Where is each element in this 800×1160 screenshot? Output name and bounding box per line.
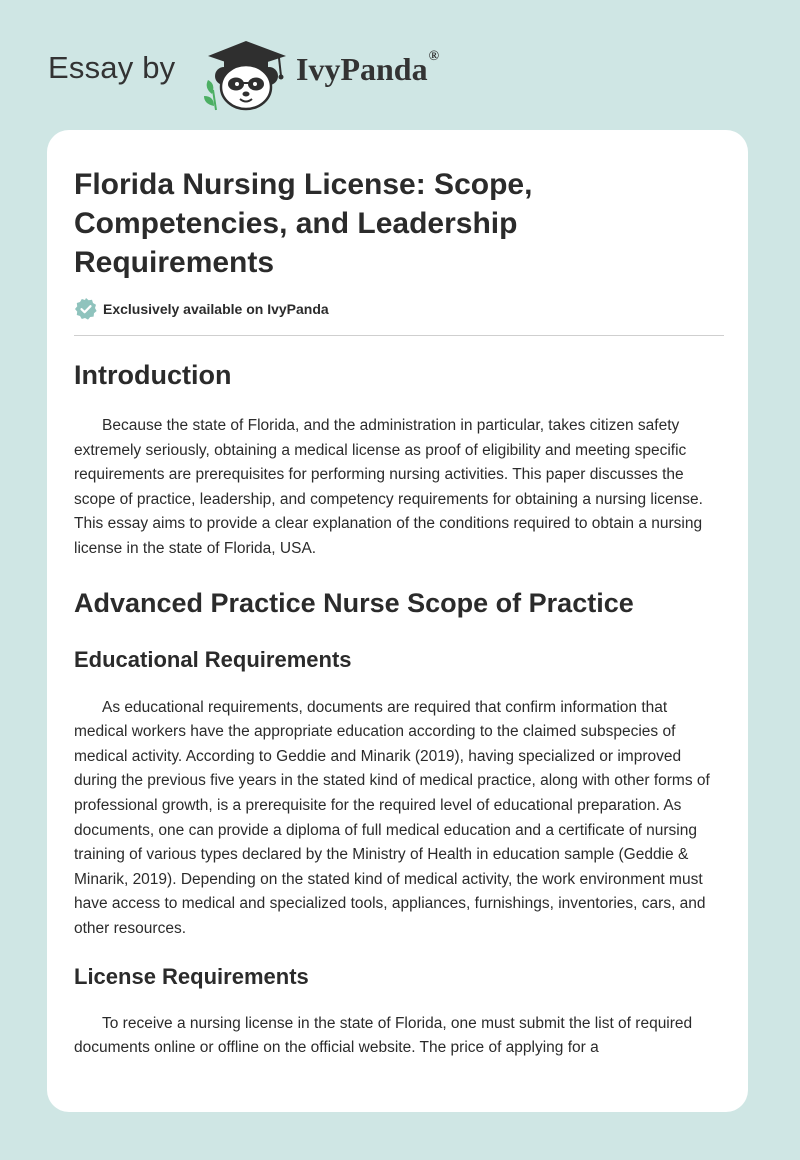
paragraph-introduction: Because the state of Florida, and the administration in particular, takes citizen safety extremely seriously, obtaining a medical license as proof of eligibility and meeting specific requirements are prerequisites for performing nursing activities. This paper discusses the scope of practice, leadership, and competency requirements for obtaining a nursing license. This essay aims to provide a clear explanation of the conditions required to obtain a nursing license in the state of Florida, USA.	[74, 417, 703, 557]
title-divider	[74, 335, 724, 336]
heading-scope-of-practice: Advanced Practice Nurse Scope of Practice	[74, 587, 634, 618]
essay-by-label: Essay by	[48, 50, 176, 85]
page-title: Florida Nursing License: Scope, Competencies, and Leadership Requirements	[74, 168, 533, 279]
brand-logo-text[interactable]: IvyPanda®	[296, 49, 440, 87]
essay-card	[47, 130, 748, 1112]
heading-license-requirements: License Requirements	[74, 963, 309, 989]
heading-educational-requirements: Educational Requirements	[74, 646, 352, 672]
essay-content	[74, 165, 724, 1061]
exclusive-badge-label: Exclusively available on IvyPanda	[103, 301, 329, 317]
paragraph-license-requirements: To receive a nursing license in the state of Florida, one must submit the list of required documents online or offline on the official website. The price of applying for a	[74, 1014, 693, 1057]
site-header	[0, 0, 800, 130]
exclusive-badge	[74, 296, 724, 322]
paragraph-educational-requirements: As educational requirements, documents are required that confirm information that medical workers have the appropriate education according to the claimed subspecies of medical activity. According to Geddie and Minarik (2019), having specialized or improved during the previous five years in the stated kind of medical practice, along with other forms of professional growth, is a prerequisite for the required level of educational preparation. As documents, one can provide a diploma of full medical education and a certificate of nursing training of various types declared by the Ministry of Health in education sample (Geddie & Minarik, 2019). Depending on the stated kind of medical activity, the work environment must have access to medical and specialized tools, appliances, furnishings, inventories, cars, and other resources.	[74, 698, 710, 937]
check-badge-icon	[74, 297, 98, 321]
panda-graduate-icon[interactable]	[200, 36, 290, 112]
heading-introduction: Introduction	[74, 360, 232, 390]
